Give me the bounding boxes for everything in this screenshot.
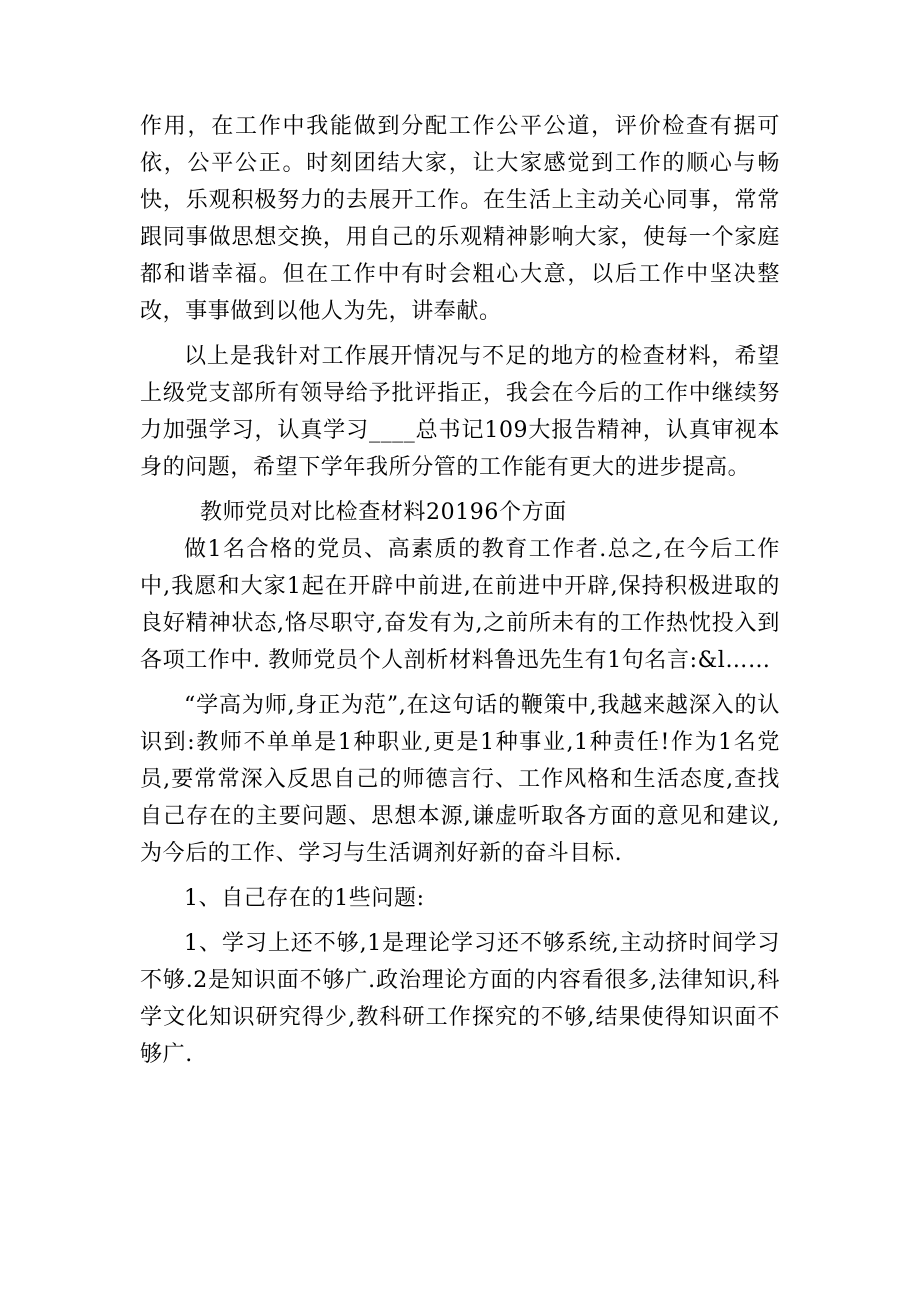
paragraph-work-fairness: 作用，在工作中我能做到分配工作公平公道，评价检查有据可依，公平公正。时刻团结大家，让大家感觉到工作的顺心与畅快，乐观积极努力的去展开工作。在生活上主动关心同事，常常跟同事做思想交换，用自己的乐观精神影响大家，使每一个家庭都和谐幸福。但在工作中有时会粗心大意，以后工作中坚决整改，事事做到以他人为先，讲奉献。 [140,114,780,324]
paragraph-qualified-member: 做1名合格的党员、高素质的教育工作者.总之,在今后工作中,我愿和大家1起在开辟中前进,在前进中开辟,保持积极进取的良好精神状态,恪尽职守,奋发有为,之前所未有的工作热忱投入到各项工作中. 教师党员个人剖析材料鲁迅先生有1句名言:&l…… [140,537,780,673]
paragraph-teacher-motto: “学高为师,身正为范”,在这句话的鞭策中,我越来越深入的认识到:教师不单单是1种职业,更是1种事业,1种责任!作为1名党员,要常常深入反思自己的师德言行、工作风格和生活态度,查找自己存在的主要问题、思想本源,谦虚听取各方面的意见和建议,为今后的工作、学习与生活调剂好新的奋斗目标. [140,693,780,866]
document-body [140,108,780,1073]
section-subheading-problems: 1、自己存在的1些问题: [184,886,425,911]
paragraph-study-problems: 1、学习上还不够,1是理论学习还不够系统,主动挤时间学习不够.2是知识面不够广.政治理论方面的内容看很多,法律知识,科学文化知识研究得少,教科研工作探究的不够,结果使得知识面不够广. [140,931,780,1067]
section-title: 教师党员对比检查材料20196个方面 [200,500,567,525]
paragraph-conclusion: 以上是我针对工作展开情况与不足的地方的检查材料，希望上级党支部所有领导给予批评指正，我会在今后的工作中继续努力加强学习，认真学习____总书记109大报告精神，认真审视本身的问题，希望下学年我所分管的工作能有更大的进步提高。 [140,344,780,480]
